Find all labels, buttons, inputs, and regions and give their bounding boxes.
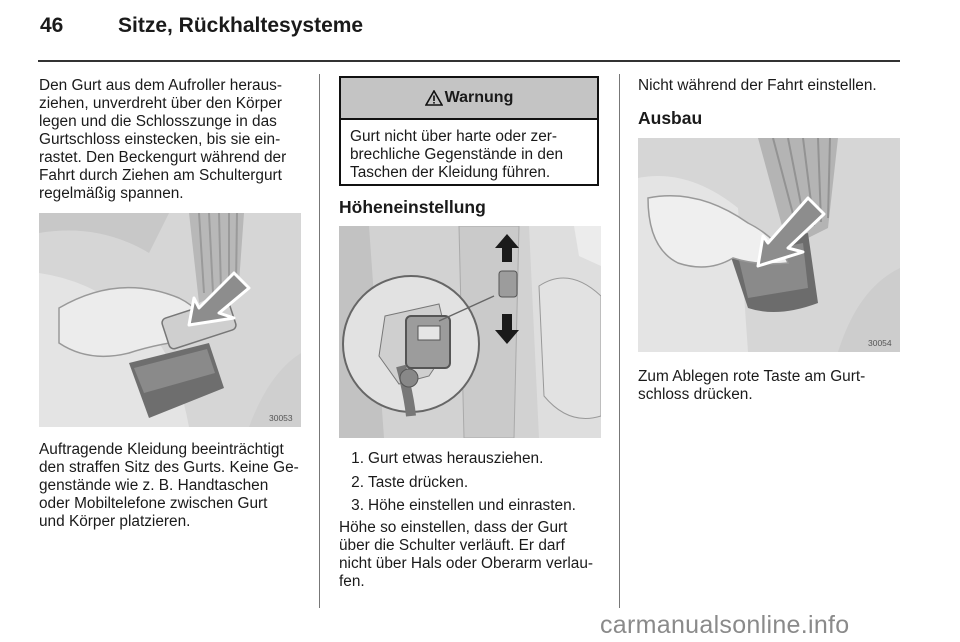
seatbelt-insert-illustration <box>39 213 301 427</box>
column-divider-1 <box>319 74 320 608</box>
height-adjuster-illustration <box>339 226 601 438</box>
header-rule <box>38 60 900 62</box>
page-title: Sitze, Rückhaltesysteme <box>118 14 364 37</box>
warning-header <box>341 78 597 120</box>
section-heading-height-adjust: Höheneinstellung <box>339 197 486 217</box>
warning-triangle-icon <box>425 90 443 106</box>
step-number: 3. <box>351 497 364 514</box>
col3-paragraph: Zum Ablegen rote Taste am Gurt- schloss drücken. <box>638 368 866 403</box>
section-heading-removal: Ausbau <box>638 108 703 128</box>
col1-paragraph-1: Den Gurt aus dem Aufroller heraus- ziehen, unverdreht über den Körper legen und die Schlosszunge in das Gurtschloss einstecken, bis sie ein- rastet. Den Beckengurt während der Fahrt durch Ziehen am Schultergurt regelmäßig spannen. <box>39 77 287 202</box>
watermark: carmanualsonline.info <box>600 611 850 639</box>
step-text: Taste drücken. <box>368 473 469 491</box>
list-item <box>339 474 576 498</box>
step-text: Höhe einstellen und einrasten. <box>368 497 576 514</box>
column-divider-2 <box>619 74 620 608</box>
seatbelt-release-illustration <box>638 138 900 352</box>
steps-list <box>339 450 576 521</box>
figure-code: 30054 <box>868 338 892 348</box>
list-item <box>339 450 576 474</box>
seatbelt-release-drawing <box>638 138 900 352</box>
warning-text: Gurt nicht über harte oder zer- brechliche Gegenstände in den Taschen der Kleidung führen. <box>350 128 564 181</box>
step-number: 2. <box>351 473 364 491</box>
warning-title: Warnung <box>444 89 514 106</box>
step-number: 1. <box>351 450 364 467</box>
figure-code: 30053 <box>269 413 293 423</box>
seatbelt-insert-drawing <box>39 213 301 427</box>
step-text: Gurt etwas herausziehen. <box>368 450 544 467</box>
height-adjuster-drawing <box>339 226 601 438</box>
col3-intro: Nicht während der Fahrt einstellen. <box>638 77 877 94</box>
page-number: 46 <box>40 14 64 37</box>
warning-box <box>339 76 599 186</box>
col2-paragraph: Höhe so einstellen, dass der Gurt über die Schulter verläuft. Er darf nicht über Hals oder Oberarm verlau- fen. <box>339 519 594 590</box>
col1-paragraph-2: Auftragende Kleidung beeinträchtigt den straffen Sitz des Gurts. Keine Ge- genstände wie z. B. Handtaschen oder Mobiltelefone zwischen Gurt und Körper platzieren. <box>39 441 299 530</box>
list-item <box>339 497 576 521</box>
